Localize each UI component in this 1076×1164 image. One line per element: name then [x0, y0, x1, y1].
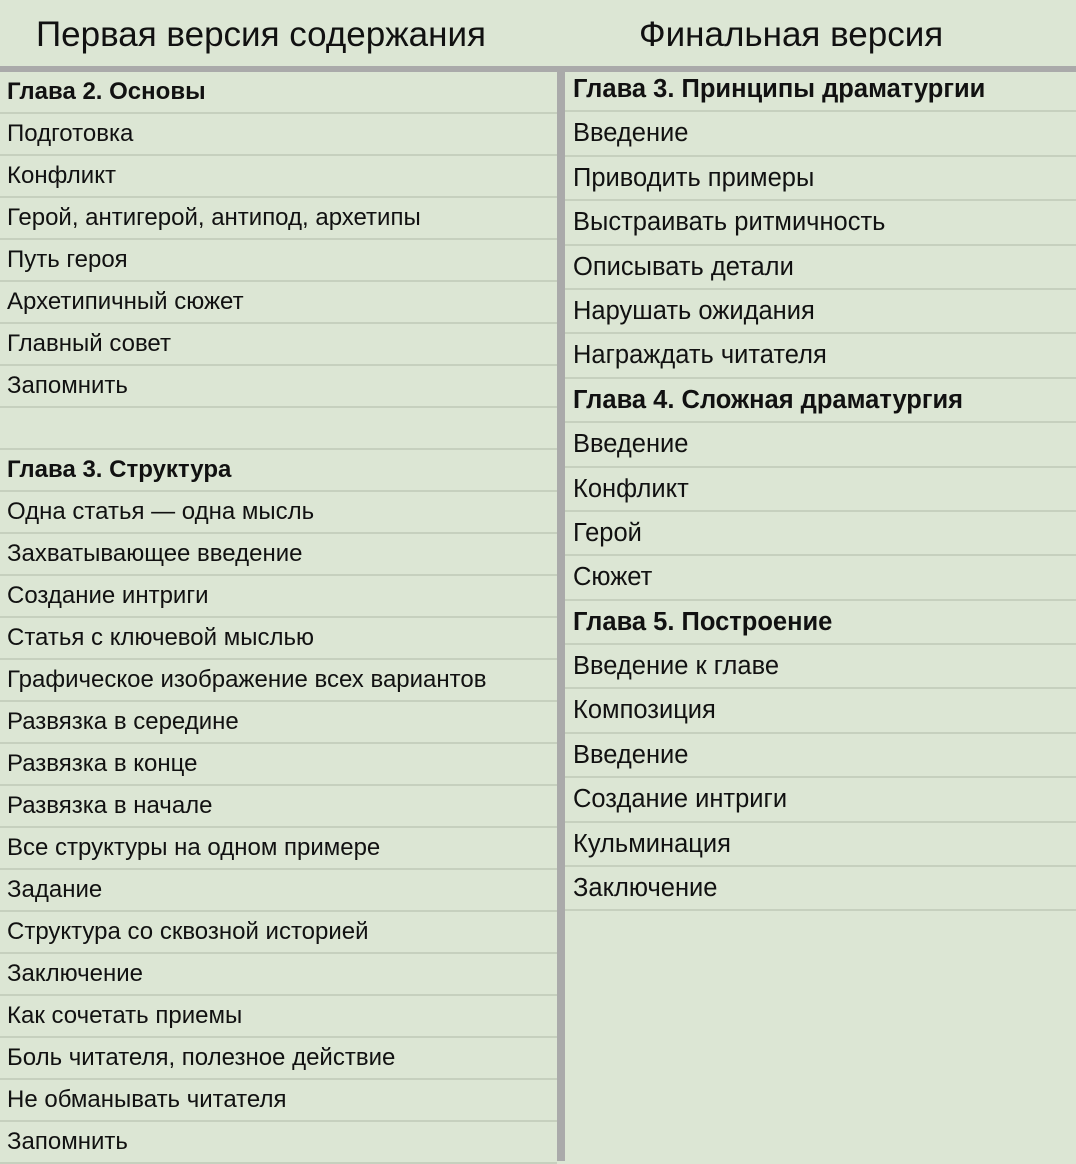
first-version-list-item: Развязка в середине: [0, 702, 557, 744]
first-version-list-item: Конфликт: [0, 156, 557, 198]
final-version-list-item: Сюжет: [565, 556, 1076, 600]
first-version-list-item: Задание: [0, 870, 557, 912]
final-version-list-item: Кульминация: [565, 823, 1076, 867]
final-version-chapter-heading: Глава 3. Принципы драматургии: [565, 68, 1076, 112]
first-version-chapter-heading: Глава 2. Основы: [0, 72, 557, 114]
first-version-list-item: Не обманывать читателя: [0, 1080, 557, 1122]
final-version-list-item: Создание интриги: [565, 778, 1076, 822]
final-version-list-item: Заключение: [565, 867, 1076, 911]
final-version-list-item: Введение к главе: [565, 645, 1076, 689]
final-version-list-item: Введение: [565, 423, 1076, 467]
final-version-list-item: Выстраивать ритмичность: [565, 201, 1076, 245]
first-version-list-item: Создание интриги: [0, 576, 557, 618]
first-version-list-item: Структура со сквозной историей: [0, 912, 557, 954]
final-version-chapter-heading: Глава 5. Построение: [565, 601, 1076, 645]
first-version-list-item: [0, 408, 557, 450]
first-version-list: [0, 72, 557, 1164]
first-version-list-item: Боль читателя, полезное действие: [0, 1038, 557, 1080]
first-version-chapter-heading: Глава 3. Структура: [0, 450, 557, 492]
final-version-list-item: Нарушать ожидания: [565, 290, 1076, 334]
first-version-title: Первая версия содержания: [36, 15, 486, 54]
first-version-list-item: Одна статья — одна мысль: [0, 492, 557, 534]
first-version-list-item: Развязка в конце: [0, 744, 557, 786]
first-version-list-item: Захватывающее введение: [0, 534, 557, 576]
final-version-list-item: Конфликт: [565, 468, 1076, 512]
first-version-list-item: Путь героя: [0, 240, 557, 282]
first-version-list-item: Подготовка: [0, 114, 557, 156]
header: [0, 0, 1076, 66]
first-version-list-item: Графическое изображение всех вариантов: [0, 660, 557, 702]
first-version-list-item: Запомнить: [0, 366, 557, 408]
first-version-list-item: Все структуры на одном примере: [0, 828, 557, 870]
final-version-list: [565, 68, 1076, 911]
column-divider: [557, 66, 565, 1161]
final-version-list-item: Приводить примеры: [565, 157, 1076, 201]
first-version-list-item: Запомнить: [0, 1122, 557, 1164]
final-version-list-item: Герой: [565, 512, 1076, 556]
final-version-list-item: Введение: [565, 112, 1076, 156]
first-version-list-item: Развязка в начале: [0, 786, 557, 828]
final-version-list-item: Описывать детали: [565, 246, 1076, 290]
final-version-title: Финальная версия: [639, 15, 944, 54]
final-version-list-item: Введение: [565, 734, 1076, 778]
final-version-chapter-heading: Глава 4. Сложная драматургия: [565, 379, 1076, 423]
first-version-list-item: Архетипичный сюжет: [0, 282, 557, 324]
final-version-list-item: Награждать читателя: [565, 334, 1076, 378]
first-version-list-item: Статья с ключевой мыслью: [0, 618, 557, 660]
first-version-list-item: Герой, антигерой, антипод, архетипы: [0, 198, 557, 240]
first-version-list-item: Главный совет: [0, 324, 557, 366]
final-version-list-item: Композиция: [565, 689, 1076, 733]
first-version-list-item: Как сочетать приемы: [0, 996, 557, 1038]
first-version-list-item: Заключение: [0, 954, 557, 996]
